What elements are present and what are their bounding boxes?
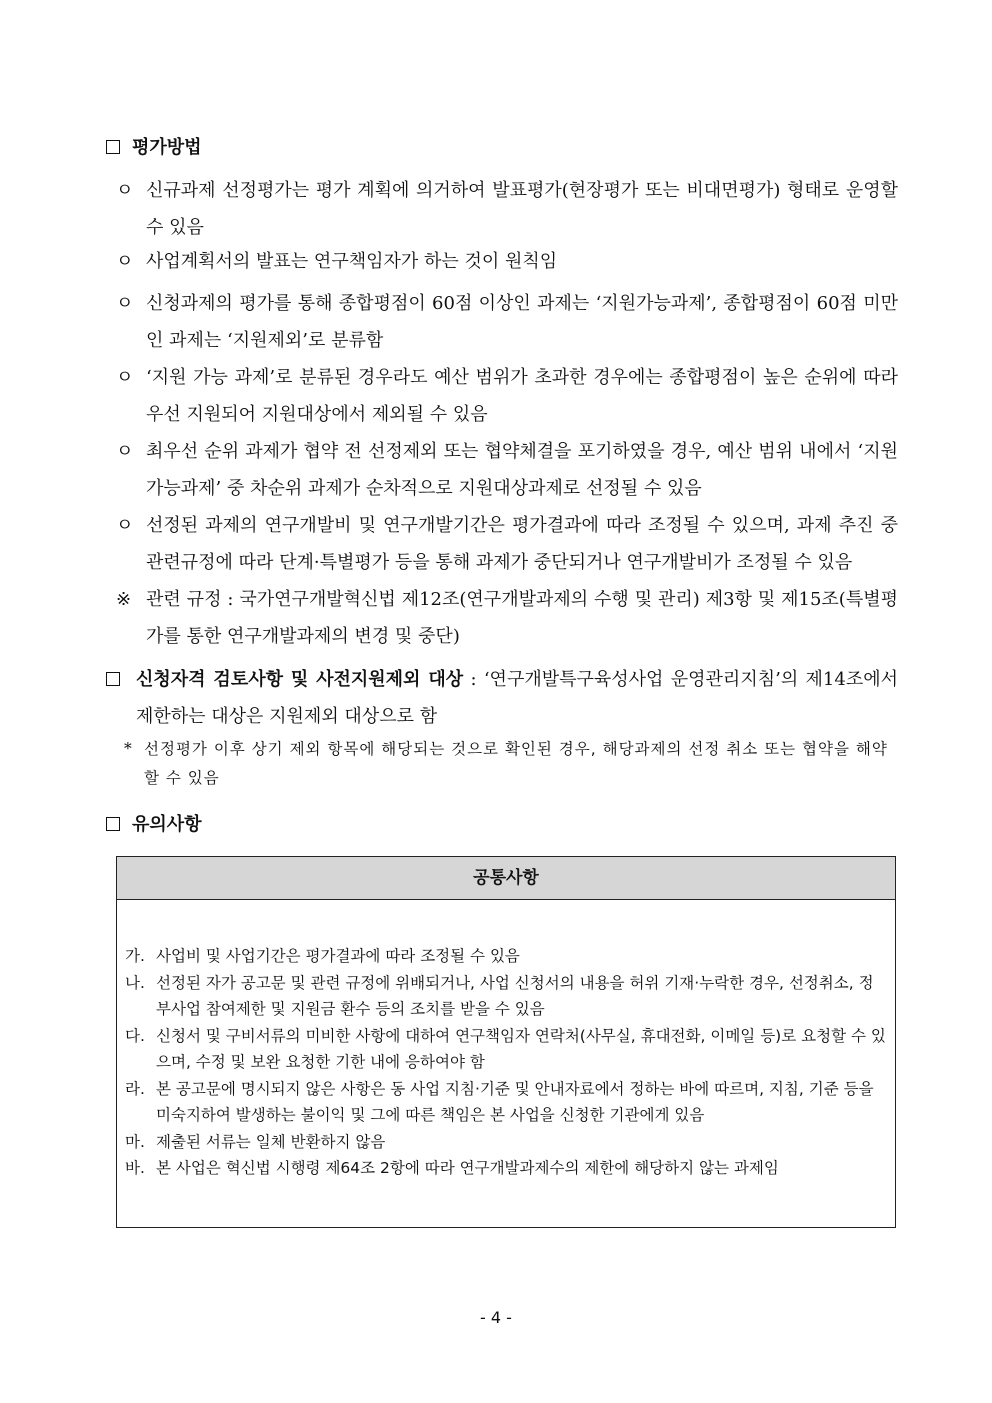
note-marker: * [124, 740, 132, 758]
list-item-text: 신청과제의 평가를 통해 종합평점이 60점 이상인 과제는 ‘지원가능과제’, 종합평점이 60점 미만인 과제는 ‘지원제외’로 분류함 [146, 293, 898, 351]
reference-marker: ※ [116, 589, 132, 610]
row-marker: 나. [125, 973, 145, 992]
list-item-text: 사업계획서의 발표는 연구책임자가 하는 것이 원칙임 [146, 251, 558, 272]
section-heading-evaluation-method: 평가방법 [106, 133, 202, 159]
row-marker: 라. [125, 1079, 145, 1098]
section-heading-eligibility [106, 661, 898, 735]
eligibility-description: : ‘연구개발특구육성사업 운영관리지침’의 제14조에서 제한하는 대상은 지원제외 대상으로 함 [136, 669, 898, 727]
table-row [125, 1076, 887, 1129]
list-item [116, 172, 898, 246]
row-text: 사업비 및 사업기간은 평가결과에 따라 조정될 수 있음 [156, 947, 520, 965]
row-marker: 바. [125, 1159, 145, 1177]
list-item [116, 243, 898, 280]
checkbox-square-icon [106, 672, 120, 686]
table-row [125, 1155, 887, 1182]
row-text: 본 공고문에 명시되지 않은 사항은 동 사업 지침·기준 및 안내자료에서 정하는 바에 따르며, 지침, 기준 등을 미숙지하여 발생하는 불이익 및 그에 따른 책임은 본 사업을 신청한 기관에게 있음 [156, 1079, 874, 1124]
list-item [116, 433, 898, 507]
table-row [125, 970, 887, 1023]
row-text: 본 사업은 혁신법 시행령 제64조 2항에 따라 연구개발과제수의 제한에 해당하지 않는 과제임 [156, 1159, 779, 1177]
list-item-text: 신규과제 선정평가는 평가 계획에 의거하여 발표평가(현장평가 또는 비대면평가) 형태로 운영할 수 있음 [146, 180, 898, 238]
row-marker: 다. [125, 1026, 145, 1045]
list-item [116, 507, 898, 581]
reference-note [116, 581, 898, 655]
row-text: 제출된 서류는 일체 반환하지 않음 [156, 1132, 386, 1151]
list-marker: ㅇ [116, 515, 134, 536]
list-item-text: ‘지원 가능 과제’로 분류된 경우라도 예산 범위가 초과한 경우에는 종합평점이 높은 순위에 따라 우선 지원되어 지원대상에서 제외될 수 있음 [146, 367, 898, 425]
checkbox-square-icon [106, 817, 120, 831]
list-marker: ㅇ [116, 441, 134, 462]
row-marker: 마. [125, 1132, 145, 1151]
eligibility-title: 신청자격 검토사항 및 사전지원제외 대상 [136, 669, 464, 690]
list-marker: ㅇ [116, 251, 134, 272]
list-marker: ㅇ [116, 180, 134, 201]
list-marker: ㅇ [116, 367, 134, 388]
list-item-text: 선정된 과제의 연구개발비 및 연구개발기간은 평가결과에 따라 조정될 수 있으며, 과제 추진 중 관련규정에 따라 단계·특별평가 등을 통해 과제가 중단되거나 연구개발비가 조정될 수 있음 [146, 515, 898, 573]
reference-text: 관련 규정 : 국가연구개발혁신법 제12조(연구개발과제의 수행 및 관리) 제3항 및 제15조(특별평가를 통한 연구개발과제의 변경 및 중단) [146, 589, 898, 647]
table-header: 공통사항 [117, 857, 895, 900]
table-row [125, 943, 887, 970]
table-body [125, 943, 887, 1182]
table-row [125, 1129, 887, 1156]
page-number: - 4 - [480, 1308, 512, 1327]
common-notes-table [116, 856, 896, 1228]
list-item [116, 359, 898, 433]
list-item [116, 285, 898, 359]
table-row [125, 1023, 887, 1076]
checkbox-square-icon [106, 140, 120, 154]
eligibility-note [124, 735, 898, 793]
section-heading-notice: 유의사항 [106, 810, 202, 836]
list-marker: ㅇ [116, 293, 134, 314]
row-marker: 가. [125, 947, 145, 965]
note-text: 선정평가 이후 상기 제외 항목에 해당되는 것으로 확인된 경우, 해당과제의 선정 취소 또는 협약을 해약할 수 있음 [144, 740, 888, 787]
row-text: 신청서 및 구비서류의 미비한 사항에 대하여 연구책임자 연락처(사무실, 휴대전화, 이메일 등)로 요청할 수 있으며, 수정 및 보완 요청한 기한 내에 응하여야 함 [156, 1026, 886, 1071]
list-item-text: 최우선 순위 과제가 협약 전 선정제외 또는 협약체결을 포기하였을 경우, 예산 범위 내에서 ‘지원가능과제’ 중 차순위 과제가 순차적으로 지원대상과제로 선정될 수 있음 [146, 441, 898, 499]
row-text: 선정된 자가 공고문 및 관련 규정에 위배되거나, 사업 신청서의 내용을 허위 기재·누락한 경우, 선정취소, 정부사업 참여제한 및 지원금 환수 등의 조치를 받을 수 있음 [156, 973, 874, 1018]
